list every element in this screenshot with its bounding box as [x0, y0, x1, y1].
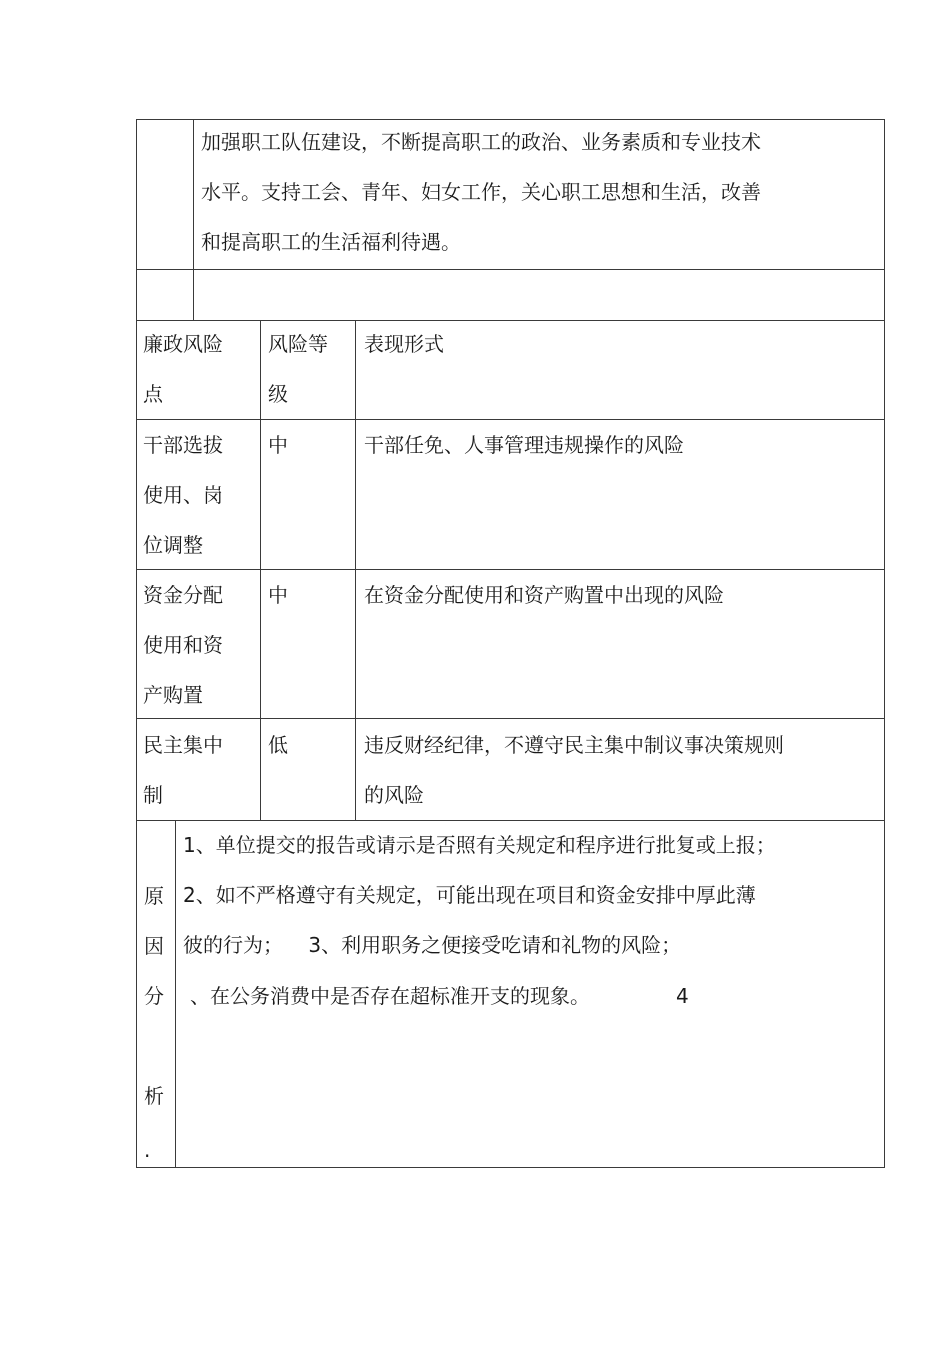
row2-form: 在资金分配使用和资产购置中出现的风险 — [364, 583, 724, 607]
row3-form-line-1: 违反财经纪律，不遵守民主集中制议事决策规则 — [364, 733, 784, 757]
cause-label-char-5: . — [144, 1138, 151, 1162]
row3-level: 低 — [268, 733, 288, 757]
header-risk-level-2: 级 — [268, 382, 288, 406]
cause-line-2: 2、如不严格遵守有关规定，可能出现在项目和资金安排中厚此薄 — [183, 883, 756, 907]
duty-block-separator — [136, 269, 885, 270]
cause-analysis-divider — [175, 820, 176, 1167]
cause-label-char-4: 析 — [144, 1084, 164, 1108]
row2-point-line-2: 使用和资 — [143, 633, 223, 657]
duty-line-3: 和提高职工的生活福利待遇。 — [201, 230, 461, 254]
header-form: 表现形式 — [364, 332, 444, 356]
duty-line-1: 加强职工队伍建设，不断提高职工的政治、业务素质和专业技术 — [201, 130, 761, 154]
cause-line-1: 1、单位提交的报告或请示是否照有关规定和程序进行批复或上报； — [183, 833, 776, 857]
row2-point-line-1: 资金分配 — [143, 583, 223, 607]
duty-block-divider — [193, 119, 194, 320]
cause-label-char-2: 因 — [144, 934, 164, 958]
duty-line-2: 水平。支持工会、青年、妇女工作，关心职工思想和生活，改善 — [201, 180, 761, 204]
cause-trailing-number: 4 — [676, 984, 689, 1008]
row3-point-line-2: 制 — [143, 783, 163, 807]
header-risk-point-2: 点 — [143, 382, 163, 406]
row1-point-line-3: 位调整 — [143, 533, 203, 557]
cause-line-3: 彼的行为； 3、利用职务之便接受吃请和礼物的风险； — [183, 933, 682, 957]
row2-point-line-3: 产购置 — [143, 683, 203, 707]
cause-label-char-1: 原 — [144, 884, 164, 908]
risk-table-row-divider-3 — [136, 718, 885, 719]
risk-table-col-divider-1 — [260, 320, 261, 820]
row3-point-line-1: 民主集中 — [143, 733, 223, 757]
header-risk-point-1: 廉政风险 — [143, 332, 223, 356]
row1-form: 干部任免、人事管理违规操作的风险 — [364, 433, 684, 457]
row2-level: 中 — [268, 583, 288, 607]
cause-line-4: 、在公务消费中是否存在超标准开支的现象。 — [190, 984, 590, 1008]
risk-table-col-divider-2 — [355, 320, 356, 820]
row1-level: 中 — [268, 433, 288, 457]
header-risk-level-1: 风险等 — [268, 332, 328, 356]
row3-form-line-2: 的风险 — [364, 783, 424, 807]
cause-label-char-3: 分 — [144, 984, 164, 1008]
row1-point-line-2: 使用、岗 — [143, 483, 223, 507]
row1-point-line-1: 干部选拔 — [143, 433, 223, 457]
